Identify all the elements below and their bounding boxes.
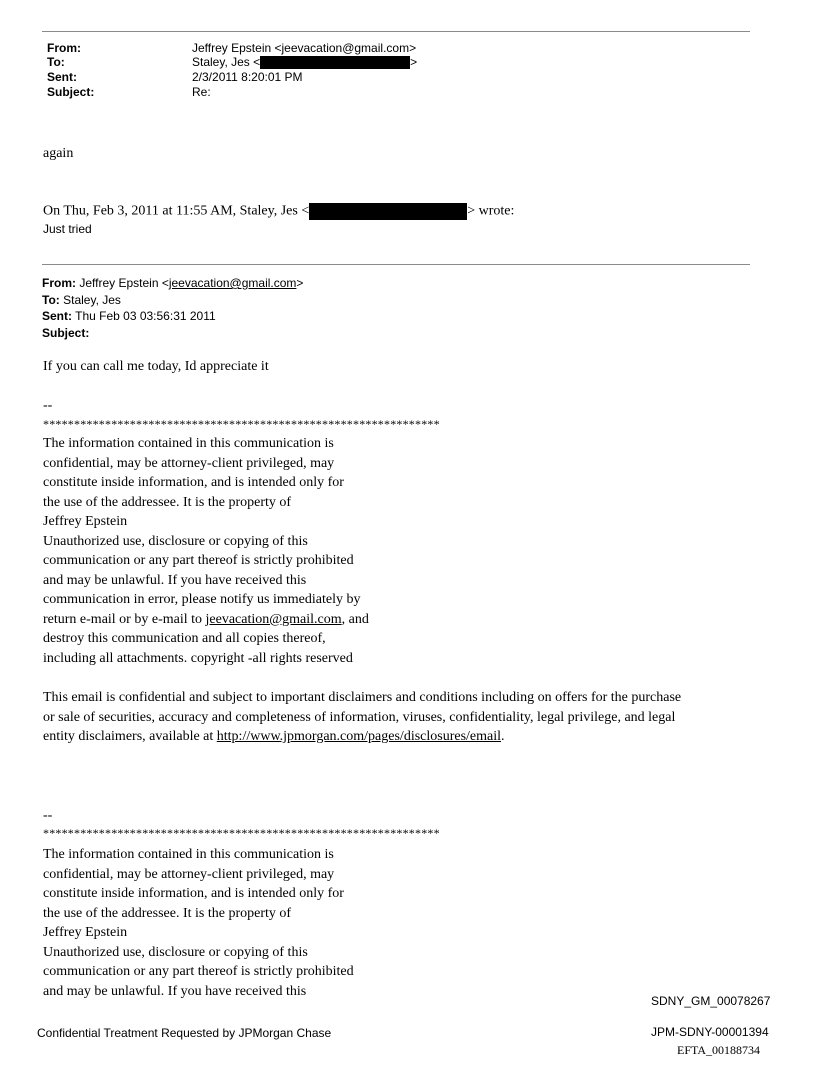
quote-intro: [43, 203, 514, 220]
disclaimer-line: confidential, may be attorney-client privileged, may: [43, 455, 335, 471]
disclaimer-line: constitute inside information, and is intended only for: [43, 886, 344, 901]
disclaimer-line: the use of the addressee. It is the property of: [43, 494, 292, 510]
disclaimer1-dashes: --: [43, 398, 53, 413]
disclaimer-line: communication or any part thereof is strictly prohibited: [43, 964, 354, 979]
jpm-notice-line: This email is confidential and subject to important disclaimers and conditions including on offers for the purchase: [43, 690, 682, 705]
disclaimer-line-prefix: return e-mail or by e-mail to: [43, 611, 206, 627]
disclaimer-line: The information contained in this communication is: [43, 436, 334, 451]
from-label: From:: [47, 41, 81, 55]
disclaimer-line: confidential, may be attorney-client privileged, may: [43, 866, 335, 882]
disclaimer-line: constitute inside information, and is intended only for: [43, 475, 344, 490]
sent-value: 2/3/2011 8:20:01 PM: [192, 70, 303, 84]
disclaimer-line: destroy this communication and all copies thereof,: [43, 631, 326, 646]
fwd-from-label: From:: [42, 276, 76, 290]
fwd-sent-line: [42, 308, 303, 325]
jpm-notice-prefix: entity disclaimers, available at: [43, 729, 217, 744]
bates-gm: SDNY_GM_00078267: [651, 994, 771, 1008]
fwd-to-label: To:: [42, 292, 60, 307]
fwd-sent-label: Sent:: [42, 309, 72, 323]
forwarded-header: [42, 275, 303, 341]
from-value: Jeffrey Epstein <jeevacation@gmail.com>: [192, 41, 417, 55]
subject-label: Subject:: [47, 85, 95, 99]
to-value-prefix: Staley, Jes <: [192, 55, 261, 69]
quote-rule: [42, 264, 750, 265]
fwd-from-name: Jeffrey Epstein <: [79, 276, 169, 290]
jpm-disclosures-link[interactable]: http://www.jpmorgan.com/pages/disclosures/email: [216, 729, 502, 744]
jpm-notice-line: [43, 727, 763, 747]
disclaimer-line: the use of the addressee. It is the property of: [43, 905, 292, 921]
to-value: [192, 55, 417, 69]
email-header: [47, 41, 747, 100]
fwd-sent-value: Thu Feb 03 03:56:31 2011: [75, 309, 216, 323]
subject-value: Re:: [192, 85, 211, 99]
fwd-to-value: Staley, Jes: [63, 292, 121, 307]
sent-label: Sent:: [47, 70, 77, 84]
disclaimer-line: Unauthorized use, disclosure or copying of this: [43, 533, 308, 549]
fwd-from-email[interactable]: jeevacation@gmail.com: [168, 276, 297, 290]
bates-jpm: JPM-SDNY-00001394: [651, 1025, 769, 1039]
fwd-subject-label: Subject:: [42, 325, 90, 340]
disclaimer-line-email: [43, 610, 463, 630]
quote-text: Just tried: [43, 222, 92, 236]
disclaimer2-stars: ****************************************************************: [43, 826, 440, 840]
disclaimer-line: and may be unlawful. If you have received this: [43, 983, 307, 999]
redaction-block: [309, 203, 467, 220]
fwd-subject-line: [42, 325, 303, 342]
disclaimer-line-suffix: , and: [341, 611, 369, 627]
disclaimer2-dashes: --: [43, 808, 53, 823]
quote-intro-suffix: > wrote:: [467, 203, 515, 219]
disclaimer-email-link[interactable]: jeevacation@gmail.com: [205, 611, 342, 627]
top-rule: [42, 31, 750, 32]
to-label: To:: [47, 55, 65, 69]
quote-intro-prefix: On Thu, Feb 3, 2011 at 11:55 AM, Staley, Jes <: [43, 203, 310, 219]
redaction-block: [260, 56, 410, 69]
disclaimer-line: Jeffrey Epstein: [43, 514, 128, 529]
jpm-notice-line: or sale of securities, accuracy and completeness of information, viruses, confidentiality, legal privilege, and legal: [43, 709, 676, 725]
disclaimer2-body: [43, 845, 463, 1001]
jpm-notice-suffix: .: [501, 729, 505, 744]
disclaimer1-stars: ****************************************************************: [43, 417, 440, 431]
fwd-message: If you can call me today, Id appreciate it: [43, 359, 269, 374]
disclaimer-line: including all attachments. copyright -all rights reserved: [43, 650, 353, 666]
jpm-notice: [43, 688, 763, 747]
confidential-notice: Confidential Treatment Requested by JPMorgan Chase: [37, 1026, 332, 1040]
fwd-from-close: >: [296, 276, 304, 290]
disclaimer-line: Jeffrey Epstein: [43, 925, 128, 940]
efta-number: EFTA_00188734: [677, 1043, 761, 1057]
fwd-from-line: [42, 275, 303, 292]
disclaimer-line: The information contained in this communication is: [43, 847, 334, 862]
disclaimer1-body: [43, 434, 463, 668]
disclaimer-line: communication in error, please notify us immediately by: [43, 592, 361, 607]
fwd-to-line: [42, 292, 303, 309]
disclaimer-line: communication or any part thereof is strictly prohibited: [43, 553, 354, 568]
reply-text: again: [43, 146, 74, 161]
disclaimer-line: and may be unlawful. If you have received this: [43, 572, 307, 588]
to-value-suffix: >: [410, 55, 418, 69]
disclaimer-line: Unauthorized use, disclosure or copying of this: [43, 944, 308, 960]
